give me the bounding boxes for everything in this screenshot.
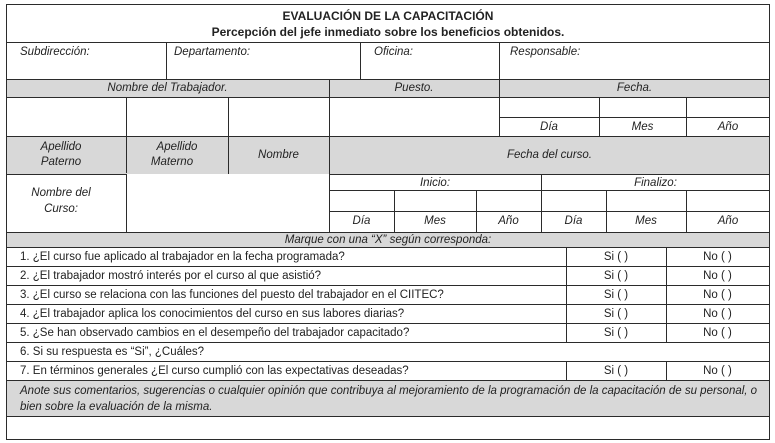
apellido-paterno-label: Apellido xyxy=(40,141,82,153)
question-4-yes[interactable]: Si ( ) xyxy=(603,308,629,320)
form-title: EVALUACIÓN DE LA CAPACITACIÓN xyxy=(282,9,494,23)
nombre-curso-label: Nombre del xyxy=(31,187,91,199)
puesto-label: Puesto. xyxy=(394,82,434,94)
inicio-anio-label: Año xyxy=(498,215,519,227)
question-7: 7. En términos generales ¿El curso cumplió con las expectativas deseadas? xyxy=(20,365,409,377)
finalizo-dia-label: Día xyxy=(564,215,583,227)
inicio-dia-label: Día xyxy=(352,215,371,227)
question-1: 1. ¿El curso fue aplicado al trabajador en la fecha programada? xyxy=(20,251,345,263)
fecha-label: Fecha. xyxy=(616,82,653,94)
question-7-yes[interactable]: Si ( ) xyxy=(603,365,629,377)
question-1-yes[interactable]: Si ( ) xyxy=(603,251,629,263)
finalizo-mes-label: Mes xyxy=(635,215,657,227)
inicio-mes-label: Mes xyxy=(424,215,446,227)
apellido-materno-label: Apellido xyxy=(156,141,198,153)
nombre-trabajador-label: Nombre del Trabajador. xyxy=(107,82,228,94)
question-2-no[interactable]: No ( ) xyxy=(703,270,732,282)
question-2-yes[interactable]: Si ( ) xyxy=(603,270,629,282)
question-3: 3. ¿El curso se relaciona con las funciones del puesto del trabajador en el CIITEC? xyxy=(20,289,444,301)
question-6: 6. Si su respuesta es “Si”, ¿Cuáles? xyxy=(20,346,205,358)
fecha-curso-label: Fecha del curso. xyxy=(506,149,592,161)
finalizo-anio-label: Año xyxy=(717,215,739,227)
question-3-no[interactable]: No ( ) xyxy=(703,289,732,301)
fecha-dia-label: Día xyxy=(540,121,558,133)
responsable-label: Responsable: xyxy=(510,46,581,58)
comments-prompt: Anote sus comentarios, sugerencias o cualquier opinión que contribuya al mejoramiento de la programación de la capacitación de su personal, o bien sobre la evaluación de la misma. xyxy=(20,385,758,413)
subdireccion-label: Subdirección: xyxy=(20,46,90,58)
fecha-anio-label: Año xyxy=(717,121,739,133)
evaluation-form xyxy=(6,4,770,440)
question-5-yes[interactable]: Si ( ) xyxy=(603,327,629,339)
form-subtitle: Percepción del jefe inmediato sobre los beneficios obtenidos. xyxy=(211,25,565,39)
question-2: 2. ¿El trabajador mostró interés por el curso al que asistió? xyxy=(20,270,322,282)
nombre-curso-label-2: Curso: xyxy=(44,203,78,215)
instructions: Marque con una “X” según corresponda: xyxy=(284,234,492,246)
fecha-mes-label: Mes xyxy=(631,121,654,133)
apellido-materno-label-2: Materno xyxy=(150,156,194,168)
finalizo-label: Finalizo: xyxy=(634,177,677,189)
question-4-no[interactable]: No ( ) xyxy=(703,308,732,320)
departamento-label: Departamento: xyxy=(174,46,251,58)
question-5-no[interactable]: No ( ) xyxy=(703,327,732,339)
question-5: 5. ¿Se han observado cambios en el desempeño del trabajador capacitado? xyxy=(20,327,410,339)
question-4: 4. ¿El trabajador aplica los conocimientos del curso en sus labores diarias? xyxy=(20,308,405,320)
question-3-yes[interactable]: Si ( ) xyxy=(603,289,629,301)
comments-area[interactable] xyxy=(7,417,769,439)
inicio-label: Inicio: xyxy=(419,177,451,189)
question-7-no[interactable]: No ( ) xyxy=(703,365,732,377)
nombre-label: Nombre xyxy=(258,149,299,161)
apellido-paterno-label-2: Paterno xyxy=(40,156,82,168)
question-1-no[interactable]: No ( ) xyxy=(703,251,732,263)
oficina-label: Oficina: xyxy=(374,46,413,58)
